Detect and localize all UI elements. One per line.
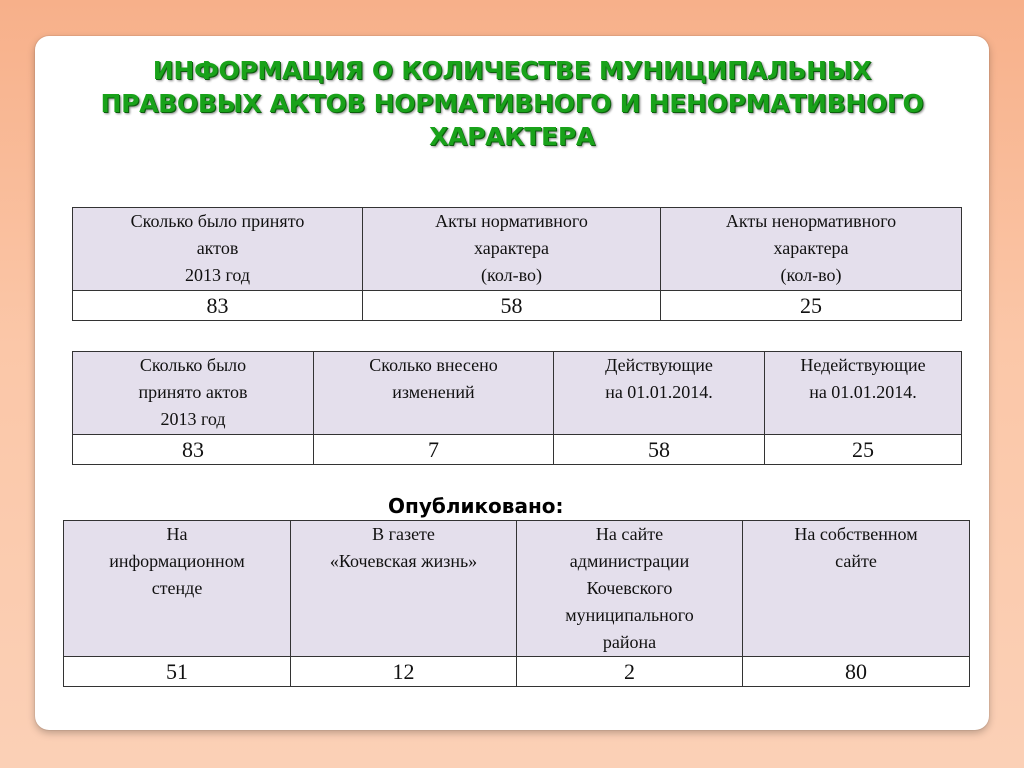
header-cell: На собственном сайте [743,521,970,657]
header-cell: В газете «Кочевская жизнь» [291,521,517,657]
page-title [0,54,1024,153]
value-cell: 7 [314,435,554,465]
header-cell: Сколько внесено изменений [314,352,554,435]
value-cell: 2 [517,657,743,687]
acts-status-table [72,351,962,465]
value-cell: 25 [661,291,962,321]
table-header-row [73,208,962,291]
header-cell: Недействующие на 01.01.2014. [765,352,962,435]
value-cell: 51 [64,657,291,687]
title-line-3: ХАРАКТЕРА [429,122,595,151]
header-cell: Акты нормативного характера (кол-во) [363,208,661,291]
header-cell: Действующие на 01.01.2014. [554,352,765,435]
table-row [64,657,970,687]
header-cell: Сколько было принято актов 2013 год [73,352,314,435]
published-label: Опубликовано: [388,494,564,518]
value-cell: 80 [743,657,970,687]
header-cell: Акты ненормативного характера (кол-во) [661,208,962,291]
value-cell: 58 [554,435,765,465]
value-cell: 58 [363,291,661,321]
header-cell: Сколько было принято актов 2013 год [73,208,363,291]
value-cell: 83 [73,291,363,321]
value-cell: 25 [765,435,962,465]
acts-type-table [72,207,962,321]
table-row [73,435,962,465]
value-cell: 83 [73,435,314,465]
title-line-1: ИНФОРМАЦИЯ О КОЛИЧЕСТВЕ МУНИЦИПАЛЬНЫХ [152,56,872,85]
table-header-row [73,352,962,435]
header-cell: На информационном стенде [64,521,291,657]
title-line-2: ПРАВОВЫХ АКТОВ НОРМАТИВНОГО И НЕНОРМАТИВНОГО [100,89,924,118]
header-cell: На сайте администрации Кочевского муниципального района [517,521,743,657]
publication-table [63,520,970,687]
table-row [73,291,962,321]
table-header-row [64,521,970,657]
value-cell: 12 [291,657,517,687]
